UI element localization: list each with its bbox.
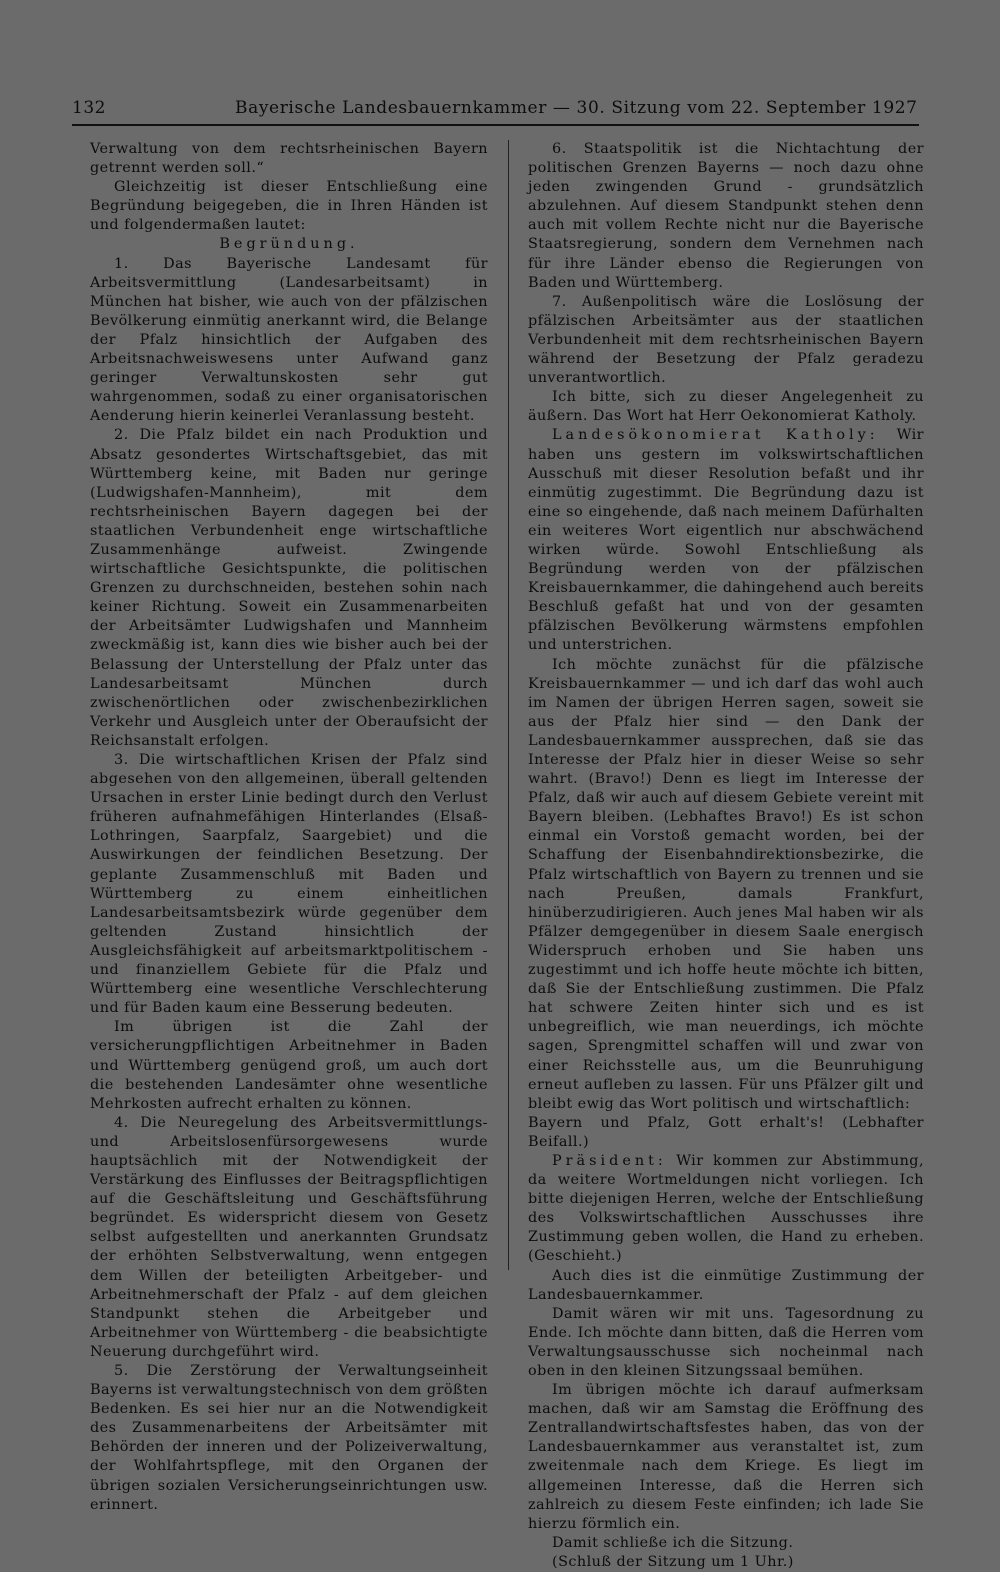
- column-divider: [508, 140, 509, 1270]
- paragraph: Ich möchte zunächst für die pfälzische Kreisbauernkammer — und ich darf das wohl auch im Namen der übrigen Herren sagen, soweit sie aus der Pfalz hier sind — den Dank der Landesbauernkammer aussprechen, daß sie das Interesse der Pfalz hier in dieser Weise so sehr wahrt. (Bravo!) Denn es liegt im Interesse der Pfalz, daß wir auch auf diesem Gebiete vereint mit Bayern bleiben. (Lebhaftes Bravo!) Es ist schon einmal ein Vorstoß gemacht worden, bei der Schaffung der Eisenbahndirektionsbezirke, die Pfalz wirtschaftlich von Bayern zu trennen und sie nach Preußen, damals Frankfurt, hinüberzudirigieren. Auch jenes Mal haben wir als Pfälzer demgegenüber in diesem Saale energisch Widerspruch erhoben und Sie haben uns zugestimmt und ich hoffe heute möchte ich bitten, daß Sie der Entschließung zustimmen. Die Pfalz hat schwere Zeiten hinter sich und es ist unbegreiflich, wie man neuerdings, ich möchte sagen, Sprengmittel schaffen will und zwar von einer Reichsstelle aus, um die Beunruhigung erneut aufleben zu lassen. Für uns Pfälzer gilt und bleibt ewig das Wort politisch und wirtschaftlich:: [528, 656, 924, 1112]
- paragraph: 3. Die wirtschaftlichen Krisen der Pfalz sind abgesehen von den allgemeinen, überall geltenden Ursachen in erster Linie bedingt durch den Verlust früheren aufnahmefähigen Hinterlandes (Elsaß-Lothringen, Saarpfalz, Saargebiet) und die Auswirkungen der feindlichen Besetzung. Der geplante Zusammenschluß mit Baden und Württemberg zu einem einheitlichen Landesarbeitsamtsbezirk würde gegenüber dem geltenden Zustand hinsichtlich der Ausgleichsfähigkeit auf arbeitsmarktpolitischem - und finanziellem Gebiete für die Pfalz und Württemberg eine wesentliche Verschlechterung und für Baden kaum eine Besserung bedeuten.: [90, 752, 488, 1017]
- paragraph: Damit wären wir mit uns. Tagesordnung zu Ende. Ich möchte dann bitten, daß die Herren vom Verwaltungsausschusse sich nocheinmal nach oben in den kleinen Sitzungssaal bemühen.: [528, 1305, 924, 1379]
- paragraph: 6. Staatspolitik ist die Nichtachtung der politischen Grenzen Bayerns — noch dazu ohne jeden zwingenden Grund - grundsätzlich abzulehnen. Auf diesem Standpunkt stehen denn auch mit vollem Rechte nicht nur die Bayerische Staatsregierung, sondern dem Vernehmen nach für ihre Länder ebenso die Regierungen von Baden und Württemberg.: [528, 141, 924, 291]
- left-column: [90, 140, 488, 1515]
- paragraph: 5. Die Zerstörung der Verwaltungseinheit Bayerns ist verwaltungstechnisch von dem größten Bedenken. Es sei hier nur an die Notwendigkeit des Zusammenarbeitens der Arbeitsämter mit Behörden der inneren und der Polizeiverwaltung, der Wohlfahrtspflege, mit den Organen der übrigen sozialen Versicherungseinrichtungen usw. erinnert.: [90, 1363, 488, 1513]
- section-heading: Begründung.: [219, 236, 359, 253]
- paragraph: Gleichzeitig ist dieser Entschließung eine Begründung beigegeben, die in Ihren Händen ist und folgendermaßen lautet:: [90, 179, 488, 234]
- paragraph: Verwaltung von dem rechtsrheinischen Bayern getrennt werden soll.“: [90, 141, 488, 177]
- header-rule: [72, 124, 919, 126]
- paragraph: Auch dies ist die einmütige Zustimmung der Landesbauernkammer.: [528, 1267, 924, 1303]
- paragraph: (Schluß der Sitzung um 1 Uhr.): [552, 1553, 794, 1570]
- page-number: 132: [72, 98, 106, 118]
- paragraph: Damit schließe ich die Sitzung.: [552, 1534, 794, 1551]
- right-column: [528, 140, 924, 1572]
- paragraph: 7. Außenpolitisch wäre die Loslösung der pfälzischen Arbeitsämter aus der staatlichen Verbundenheit mit dem rechtsrheinischen Bayern während der Besetzung der Pfalz geradezu unverantwortlich.: [528, 293, 924, 387]
- paragraph: Bayern und Pfalz, Gott erhalt's! (Lebhafter Beifall.): [528, 1114, 924, 1150]
- paragraph: 2. Die Pfalz bildet ein nach Produktion und Absatz gesondertes Wirtschaftsgebiet, das mit Württemberg keine, mit Baden nur geringe (Ludwigshafen-Mannheim), mit dem rechtsrheinischen Bayern dagegen bei der staatlichen Verbundenheit enge wirtschaftliche Zusammenhänge aufweist. Zwingende wirtschaftliche Gesichtspunkte, die politischen Grenzen zu durchschneiden, bestehen sohin nach keiner Richtung. Soweit ein Zusammenarbeiten der Arbeitsämter Ludwigshafen und Mannheim zweckmäßig ist, kann dies wie bisher auch bei der Belassung der Unterstellung der Pfalz unter das Landesarbeitsamt München durch zwischenörtlichen oder zwischenbezirklichen Verkehr und Ausgleich unter der Oberaufsicht der Reichsanstalt erfolgen.: [90, 427, 488, 749]
- paragraph: Im übrigen möchte ich darauf aufmerksam machen, daß wir am Samstag die Eröffnung des Zentrallandwirtschaftsfestes haben, das von der Landesbauernkammer aus veranstaltet ist, zum zweitenmale nach dem Kriege. Es liegt im allgemeinen Interesse, daß die Herren sich zahlreich zu diesem Feste einfinden; ich lade Sie hierzu förmlich ein.: [528, 1382, 924, 1532]
- paragraph: 1. Das Bayerische Landesamt für Arbeitsvermittlung (Landesarbeitsamt) in München hat bisher, wie auch von der pfälzischen Bevölkerung einmütig anerkannt wird, die Belange der Pfalz hinsichtlich der Aufgaben des Arbeitsnachweiswesens unter Aufwand ganz geringer Verwaltunskosten sehr gut wahrgenommen, sodaß zu einer organisatorischen Aenderung hierin keinerlei Veranlassung besteht.: [90, 255, 488, 425]
- speech-paragraph: [528, 426, 924, 655]
- running-header: Bayerische Landesbauernkammer — 30. Sitzung vom 22. September 1927: [235, 98, 918, 118]
- speech-text: Wir haben uns gestern im volkswirtschaftlichen Ausschuß mit dieser Resolution befaßt und ihr einmütig zugestimmt. Die Begründung dazu ist eine so eingehende, daß nach meinem Dafürhalten ein weiteres Wort eigentlich nur abschwächend wirken würde. Sowohl Entschließung als Begründung werden von der pfälzischen Kreisbauernkammer, die dahingehend auch bereits Beschluß gefaßt hat und von der gesamten pfälzischen Bevölkerung wärmstens empfohlen und unterstrichen.: [528, 427, 924, 654]
- paragraph: Ich bitte, sich zu dieser Angelegenheit zu äußern. Das Wort hat Herr Oekonomierat Katholy.: [528, 389, 924, 425]
- speaker-name: Präsident:: [552, 1152, 667, 1169]
- paragraph: 4. Die Neuregelung des Arbeitsvermittlungs- und Arbeitslosenfürsorgewesens wurde hauptsächlich mit der Notwendigkeit der Verstärkung des Einflusses der Beitragspflichtigen auf die Geschäftsleitung und Geschäftsführung begründet. Es widerspricht diesem von Gesetz selbst aufgestellten und anerkannten Grundsatz der erhöhten Selbstverwaltung, wenn entgegen dem Willen der beteiligten Arbeitgeber- und Arbeitnehmerschaft der Pfalz - auf dem gleichen Standpunkt stehen die Arbeitgeber und Arbeitnehmer von Württemberg - die beabsichtigte Neuerung durchgeführt wird.: [90, 1114, 488, 1360]
- paragraph: Im übrigen ist die Zahl der versicherungpflichtigen Arbeitnehmer in Baden und Württemberg genügend groß, um auch dort die bestehenden Landesämter ohne wesentliche Mehrkosten aufrecht erhalten zu können.: [90, 1019, 488, 1112]
- speech-paragraph: [528, 1152, 924, 1267]
- speech-text: Wir kommen zur Abstimmung, da weitere Wortmeldungen nicht vorliegen. Ich bitte diejenigen Herren, welche der Entschließung des Volkswirtschaftlichen Ausschusses ihre Zustimmung geben wollen, die Hand zu erheben. (Geschieht.): [528, 1152, 924, 1265]
- speaker-name: Landesökonomierat Katholy:: [552, 427, 879, 444]
